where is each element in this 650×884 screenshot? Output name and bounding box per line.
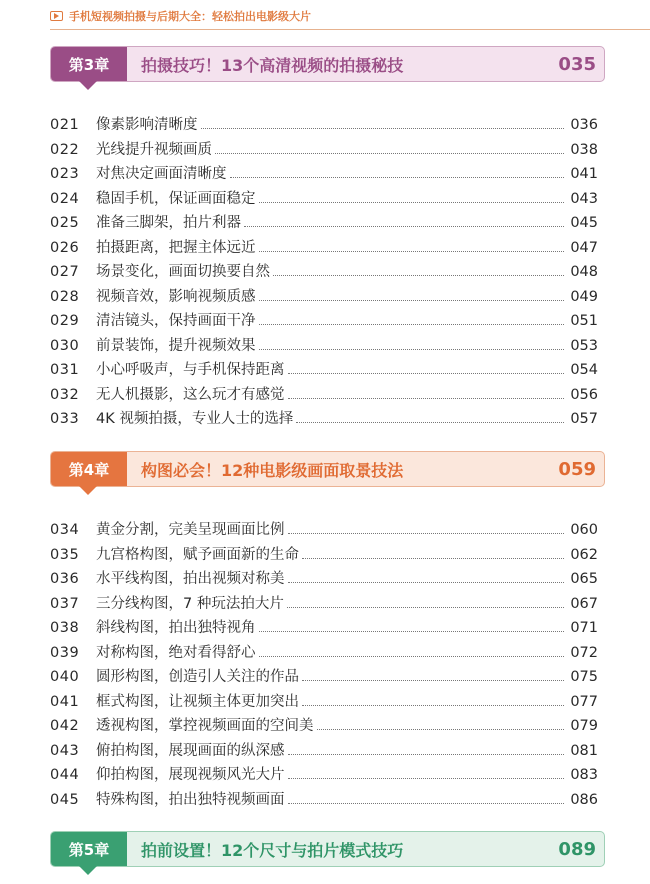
toc-entry-page: 075 [570,669,598,685]
toc-entry-number: 035 [50,546,80,563]
toc-entry-page: 036 [570,117,598,133]
toc-entry-title: 光线提升视频画质 [96,141,212,158]
toc-entry[interactable] [50,665,598,690]
toc-entry-page: 038 [570,141,598,158]
chapter-5-banner[interactable] [50,831,605,867]
toc-entry-page: 072 [570,644,598,661]
toc-entry-number: 045 [50,791,80,808]
toc-entry-page: 062 [570,546,598,563]
toc-entry-title: 像素影响清晰度 [96,117,198,133]
dot-leader [244,226,564,227]
toc-entry-title: 4K 视频拍摄，专业人士的选择 [96,411,294,427]
dot-leader [288,803,565,804]
toc-entry-number: 024 [50,190,80,207]
toc-entry-title: 前景装饰，提升视频效果 [96,337,256,354]
toc-entry[interactable] [50,763,598,788]
chapter-4-banner[interactable] [50,451,605,487]
toc-entry[interactable] [50,334,598,359]
header-divider [50,29,650,30]
toc-entry-title: 水平线构图，拍出视频对称美 [96,571,285,587]
toc-entry-number: 028 [50,288,80,305]
toc-entry-page: 051 [570,313,598,329]
toc-entry-page: 045 [570,215,598,231]
dot-leader [288,373,565,374]
toc-entry-number: 044 [50,767,80,783]
toc-entry-number: 043 [50,742,80,759]
toc-entry-number: 029 [50,313,80,329]
chapter-page-number: 035 [558,53,596,75]
toc-entry-page: 049 [570,288,598,305]
toc-entry[interactable] [50,714,598,739]
toc-entry-page: 071 [570,620,598,636]
toc-entry[interactable] [50,236,598,261]
toc-entry-number: 027 [50,264,80,280]
dot-leader [215,153,564,154]
toc-entry-number: 039 [50,644,80,661]
toc-entry-page: 047 [570,239,598,256]
book-title: 手机短视频拍摄与后期大全：轻松拍出电影级大片 [69,10,311,23]
chapter-tag: 第4章 [51,452,127,486]
chapter-title: 拍摄技巧！13个高清视频的拍摄秘技 [141,55,404,75]
chapter-page-number: 089 [558,838,596,860]
dot-leader [201,128,565,129]
toc-entry-title: 斜线构图，拍出独特视角 [96,620,256,636]
dot-leader [273,275,564,276]
toc-entry-page: 056 [570,386,598,403]
toc-entry-title: 小心呼吸声，与手机保持距离 [96,362,285,378]
toc-entry[interactable] [50,383,598,408]
dot-leader [317,729,565,730]
toc-entry-page: 041 [570,166,598,182]
chapter-3-entries [50,113,598,432]
toc-entry-number: 026 [50,239,80,256]
dot-leader [259,631,565,632]
dot-leader [288,754,565,755]
dot-leader [259,202,565,203]
toc-entry-number: 034 [50,522,80,538]
toc-entry-number: 042 [50,718,80,734]
book-header [50,8,311,24]
toc-entry[interactable] [50,407,598,432]
toc-entry[interactable] [50,113,598,138]
toc-entry-page: 079 [570,718,598,734]
toc-entry-page: 054 [570,362,598,378]
toc-entry[interactable] [50,788,598,813]
toc-entry-title: 框式构图，让视频主体更加突出 [96,693,299,710]
toc-entry-number: 041 [50,693,80,710]
toc-entry-page: 060 [570,522,598,538]
toc-entry-number: 036 [50,571,80,587]
toc-entry[interactable] [50,641,598,666]
toc-entry-title: 三分线构图，7 种玩法拍大片 [96,595,284,612]
toc-entry[interactable] [50,260,598,285]
toc-entry-page: 086 [570,791,598,808]
dot-leader [287,607,564,608]
toc-entry[interactable] [50,567,598,592]
toc-entry[interactable] [50,543,598,568]
toc-entry-number: 030 [50,337,80,354]
toc-entry-number: 021 [50,117,80,133]
dot-leader [302,558,564,559]
toc-entry[interactable] [50,592,598,617]
toc-entry-title: 拍摄距离，把握主体远近 [96,239,256,256]
dot-leader [259,251,565,252]
dot-leader [259,324,565,325]
toc-entry-page: 083 [570,767,598,783]
toc-entry[interactable] [50,162,598,187]
dot-leader [230,177,565,178]
dot-leader [288,582,565,583]
toc-entry[interactable] [50,518,598,543]
chapter-4-entries [50,518,598,812]
toc-entry-title: 对称构图，绝对看得舒心 [96,644,256,661]
chapter-3-banner[interactable] [50,46,605,82]
toc-entry-number: 031 [50,362,80,378]
toc-entry-title: 准备三脚架，拍片利器 [96,215,241,231]
toc-entry[interactable] [50,690,598,715]
chapter-title: 构图必会！12种电影级画面取景技法 [141,460,404,480]
toc-entry[interactable] [50,138,598,163]
toc-entry-title: 俯拍构图，展现画面的纵深感 [96,742,285,759]
toc-entry-number: 032 [50,386,80,403]
toc-entry-title: 圆形构图，创造引人关注的作品 [96,669,299,685]
toc-entry[interactable] [50,211,598,236]
toc-entry-title: 场景变化，画面切换要自然 [96,264,270,280]
toc-entry-title: 黄金分割，完美呈现画面比例 [96,522,285,538]
toc-entry-title: 对焦决定画面清晰度 [96,166,227,182]
toc-entry-number: 037 [50,595,80,612]
dot-leader [288,398,565,399]
chapter-tag: 第3章 [51,47,127,81]
play-icon [50,11,63,21]
toc-entry[interactable] [50,739,598,764]
toc-entry-number: 023 [50,166,80,182]
toc-entry-page: 067 [570,595,598,612]
toc-entry-number: 025 [50,215,80,231]
toc-entry-number: 040 [50,669,80,685]
toc-entry-number: 033 [50,411,80,427]
dot-leader [302,705,564,706]
toc-entry-title: 清洁镜头，保持画面干净 [96,313,256,329]
dot-leader [259,300,565,301]
toc-entry-number: 038 [50,620,80,636]
dot-leader [259,349,565,350]
chapter-page-number: 059 [558,458,596,480]
toc-entry[interactable] [50,309,598,334]
dot-leader [259,656,565,657]
dot-leader [296,422,564,423]
toc-entry-title: 九宫格构图，赋予画面新的生命 [96,546,299,563]
toc-entry-page: 077 [570,693,598,710]
toc-entry-number: 022 [50,141,80,158]
toc-entry[interactable] [50,358,598,383]
toc-entry-page: 053 [570,337,598,354]
dot-leader [302,680,564,681]
chapter-tag: 第5章 [51,832,127,866]
toc-entry-title: 特殊构图，拍出独特视频画面 [96,791,285,808]
dot-leader [288,778,565,779]
toc-entry-title: 无人机摄影，这么玩才有感觉 [96,386,285,403]
toc-entry-page: 081 [570,742,598,759]
toc-entry-page: 048 [570,264,598,280]
dot-leader [288,533,565,534]
toc-entry[interactable] [50,187,598,212]
toc-entry-title: 视频音效，影响视频质感 [96,288,256,305]
toc-entry-page: 057 [570,411,598,427]
toc-entry-page: 065 [570,571,598,587]
toc-entry-title: 仰拍构图，展现视频风光大片 [96,767,285,783]
chapter-title: 拍前设置！12个尺寸与拍片模式技巧 [141,840,404,860]
toc-entry[interactable] [50,285,598,310]
toc-entry[interactable] [50,616,598,641]
toc-entry-title: 稳固手机，保证画面稳定 [96,190,256,207]
toc-entry-page: 043 [570,190,598,207]
toc-entry-title: 透视构图，掌控视频画面的空间美 [96,718,314,734]
